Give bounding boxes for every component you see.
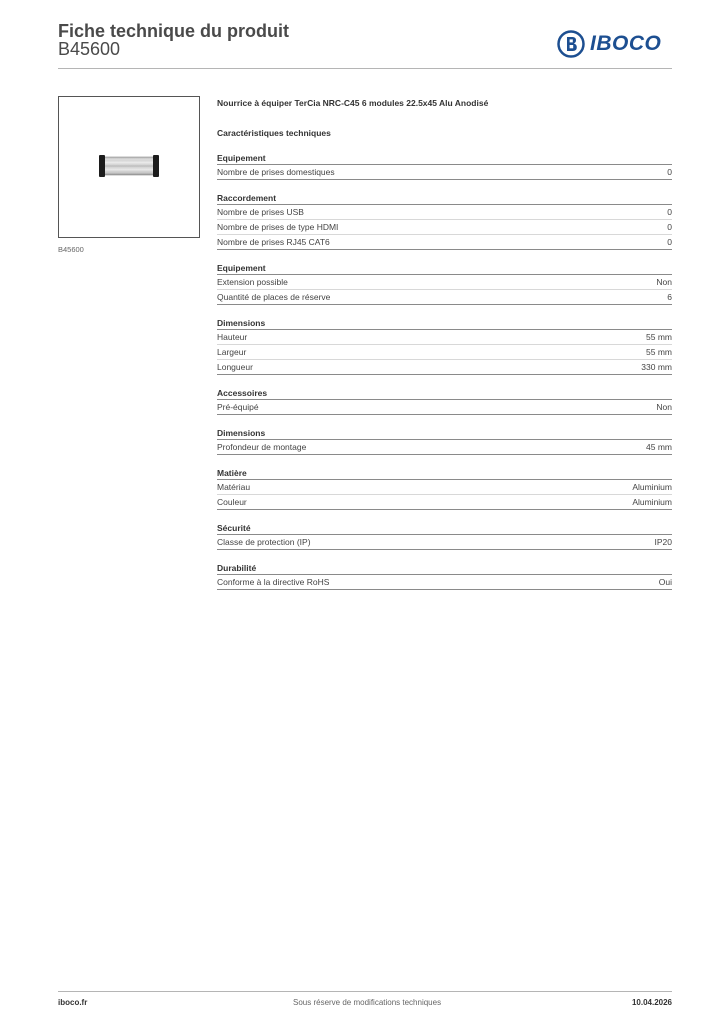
spec-group xyxy=(217,262,672,305)
spec-row xyxy=(217,220,672,235)
group-title: Matière xyxy=(217,467,672,480)
spec-value: Oui xyxy=(658,577,672,587)
group-title: Durabilité xyxy=(217,562,672,575)
spec-row xyxy=(217,330,672,345)
spec-rows xyxy=(217,205,672,250)
logo-text: IBOCO xyxy=(590,32,662,55)
spec-label: Profondeur de montage xyxy=(217,442,307,452)
page-title: Fiche technique du produit xyxy=(58,21,289,41)
spec-value: 330 mm xyxy=(641,362,672,372)
spec-value: IP20 xyxy=(654,537,672,547)
spec-rows xyxy=(217,165,672,180)
spec-group xyxy=(217,317,672,375)
spec-label: Couleur xyxy=(217,497,247,507)
spec-value: Aluminium xyxy=(632,482,672,492)
spec-label: Largeur xyxy=(217,347,247,357)
spec-value: 0 xyxy=(667,222,672,232)
spec-sheet xyxy=(217,96,672,590)
spec-row xyxy=(217,535,672,550)
spec-group xyxy=(217,467,672,510)
spec-label: Nombre de prises domestiques xyxy=(217,167,335,177)
spec-label: Nombre de prises de type HDMI xyxy=(217,222,339,232)
spec-rows xyxy=(217,480,672,510)
spec-group xyxy=(217,387,672,415)
group-title: Accessoires xyxy=(217,387,672,400)
spec-rows xyxy=(217,275,672,305)
spec-group xyxy=(217,562,672,590)
spec-rows xyxy=(217,400,672,415)
spec-value: 6 xyxy=(667,292,672,302)
spec-value: 55 mm xyxy=(646,332,672,342)
spec-row xyxy=(217,440,672,455)
spec-group xyxy=(217,152,672,180)
spec-row xyxy=(217,345,672,360)
iboco-logo-icon xyxy=(557,30,585,58)
group-title: Equipement xyxy=(217,262,672,275)
spec-label: Extension possible xyxy=(217,277,288,287)
spec-rows xyxy=(217,440,672,455)
spec-value: 45 mm xyxy=(646,442,672,452)
spec-value: 0 xyxy=(667,167,672,177)
group-title: Sécurité xyxy=(217,522,672,535)
product-image-frame xyxy=(58,96,200,238)
spec-row xyxy=(217,480,672,495)
spec-row xyxy=(217,165,672,180)
group-title: Equipement xyxy=(217,152,672,165)
spec-rows xyxy=(217,330,672,375)
spec-label: Conforme à la directive RoHS xyxy=(217,577,330,587)
spec-row xyxy=(217,575,672,590)
group-title: Dimensions xyxy=(217,317,672,330)
spec-value: Non xyxy=(656,402,672,412)
product-code: B45600 xyxy=(58,39,121,59)
spec-row xyxy=(217,495,672,510)
spec-group xyxy=(217,522,672,550)
spec-rows xyxy=(217,535,672,550)
image-caption: B45600 xyxy=(58,245,84,254)
spec-row xyxy=(217,275,672,290)
spec-value: 0 xyxy=(667,207,672,217)
header-divider xyxy=(58,68,672,69)
spec-row xyxy=(217,400,672,415)
spec-rows xyxy=(217,575,672,590)
footer-notice: Sous réserve de modifications techniques xyxy=(293,998,442,1007)
footer-divider xyxy=(58,991,672,992)
spec-row xyxy=(217,360,672,375)
spec-value: 55 mm xyxy=(646,347,672,357)
spec-group xyxy=(217,427,672,455)
footer-website: iboco.fr xyxy=(58,998,88,1007)
footer-date: 10.04.2026 xyxy=(631,998,672,1007)
spec-group xyxy=(217,192,672,250)
spec-heading: Caractéristiques techniques xyxy=(217,128,331,138)
spec-value: Aluminium xyxy=(632,497,672,507)
spec-groups xyxy=(217,152,672,590)
group-title: Dimensions xyxy=(217,427,672,440)
spec-row xyxy=(217,235,672,250)
spec-label: Matériau xyxy=(217,482,251,492)
brand-logo xyxy=(557,29,661,59)
spec-label: Hauteur xyxy=(217,332,248,342)
spec-row xyxy=(217,290,672,305)
spec-value: 0 xyxy=(667,237,672,247)
product-name: Nourrice à équiper TerCia NRC-C45 6 modules 22.5x45 Alu Anodisé xyxy=(217,98,489,108)
product-image xyxy=(59,97,199,237)
spec-value: Non xyxy=(656,277,672,287)
spec-label: Longueur xyxy=(217,362,253,372)
group-title: Raccordement xyxy=(217,192,672,205)
spec-row xyxy=(217,205,672,220)
spec-label: Nombre de prises USB xyxy=(217,207,304,217)
spec-label: Quantité de places de réserve xyxy=(217,292,331,302)
spec-label: Pré-équipé xyxy=(217,402,259,412)
spec-label: Nombre de prises RJ45 CAT6 xyxy=(217,237,330,247)
spec-label: Classe de protection (IP) xyxy=(217,537,311,547)
